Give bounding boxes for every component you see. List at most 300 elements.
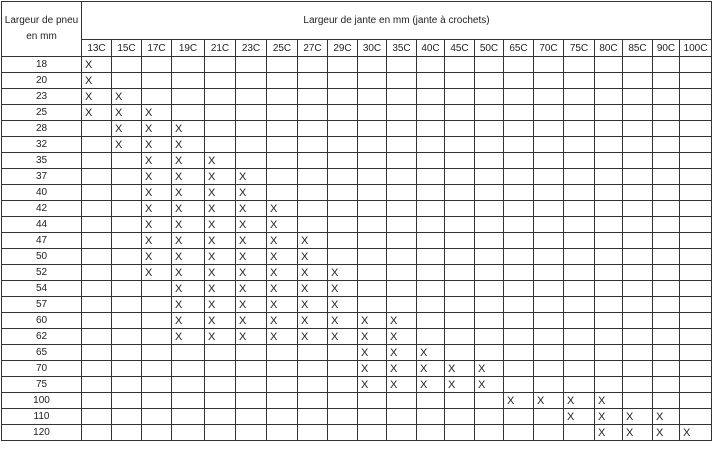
empty-cell	[236, 361, 267, 377]
empty-cell	[445, 313, 475, 329]
empty-cell	[236, 121, 267, 137]
compatible-mark-cell: X	[267, 233, 298, 249]
empty-cell	[387, 89, 417, 105]
empty-cell	[595, 233, 623, 249]
empty-cell	[172, 345, 205, 361]
empty-cell	[328, 185, 358, 201]
empty-cell	[445, 185, 475, 201]
empty-cell	[417, 281, 445, 297]
empty-cell	[623, 329, 653, 345]
empty-cell	[623, 297, 653, 313]
compatible-mark-cell: X	[595, 425, 623, 441]
empty-cell	[680, 105, 712, 121]
empty-cell	[680, 281, 712, 297]
empty-cell	[387, 169, 417, 185]
table-row	[2, 137, 712, 153]
empty-cell	[595, 217, 623, 233]
empty-cell	[680, 313, 712, 329]
empty-cell	[445, 57, 475, 73]
tire-width-row-header: 32	[2, 137, 82, 153]
compatible-mark-cell: X	[142, 233, 172, 249]
empty-cell	[653, 105, 680, 121]
empty-cell	[205, 137, 236, 153]
empty-cell	[112, 153, 142, 169]
compatible-mark-cell: X	[653, 409, 680, 425]
empty-cell	[504, 409, 534, 425]
empty-cell	[358, 121, 387, 137]
empty-cell	[172, 425, 205, 441]
empty-cell	[82, 185, 112, 201]
empty-cell	[564, 57, 595, 73]
empty-cell	[142, 393, 172, 409]
empty-cell	[387, 201, 417, 217]
compatibility-table-container	[1, 1, 712, 441]
empty-cell	[142, 329, 172, 345]
empty-cell	[504, 361, 534, 377]
empty-cell	[112, 169, 142, 185]
empty-cell	[387, 297, 417, 313]
empty-cell	[112, 73, 142, 89]
compatible-mark-cell: X	[387, 361, 417, 377]
empty-cell	[267, 345, 298, 361]
empty-cell	[564, 425, 595, 441]
empty-cell	[680, 137, 712, 153]
empty-cell	[358, 201, 387, 217]
empty-cell	[358, 137, 387, 153]
empty-cell	[564, 73, 595, 89]
empty-cell	[417, 249, 445, 265]
empty-cell	[328, 345, 358, 361]
table-row	[2, 249, 712, 265]
empty-cell	[623, 281, 653, 297]
empty-cell	[142, 377, 172, 393]
empty-cell	[595, 201, 623, 217]
compatible-mark-cell: X	[267, 313, 298, 329]
table-row	[2, 377, 712, 393]
empty-cell	[595, 57, 623, 73]
empty-cell	[564, 217, 595, 233]
empty-cell	[623, 137, 653, 153]
compatible-mark-cell: X	[142, 105, 172, 121]
compatible-mark-cell: X	[142, 121, 172, 137]
empty-cell	[267, 121, 298, 137]
empty-cell	[387, 153, 417, 169]
empty-cell	[504, 169, 534, 185]
empty-cell	[112, 345, 142, 361]
compatible-mark-cell: X	[82, 73, 112, 89]
rim-width-column-header: 45C	[445, 40, 475, 57]
empty-cell	[534, 153, 564, 169]
table-row	[2, 345, 712, 361]
empty-cell	[653, 89, 680, 105]
empty-cell	[564, 169, 595, 185]
empty-cell	[417, 153, 445, 169]
empty-cell	[623, 313, 653, 329]
empty-cell	[142, 297, 172, 313]
compatible-mark-cell: X	[142, 217, 172, 233]
empty-cell	[417, 121, 445, 137]
table-row	[2, 217, 712, 233]
empty-cell	[205, 121, 236, 137]
compatible-mark-cell: X	[172, 329, 205, 345]
rim-width-header: Largeur de jante en mm (jante à crochets)	[82, 2, 712, 40]
empty-cell	[445, 297, 475, 313]
compatible-mark-cell: X	[236, 329, 267, 345]
rim-width-column-header: 27C	[298, 40, 328, 57]
empty-cell	[387, 217, 417, 233]
empty-cell	[475, 201, 504, 217]
empty-cell	[236, 153, 267, 169]
tire-rim-compatibility-table	[1, 1, 712, 441]
empty-cell	[298, 217, 328, 233]
empty-cell	[387, 185, 417, 201]
rim-width-column-header: 85C	[623, 40, 653, 57]
compatible-mark-cell: X	[172, 217, 205, 233]
empty-cell	[564, 377, 595, 393]
empty-cell	[445, 425, 475, 441]
empty-cell	[82, 409, 112, 425]
empty-cell	[680, 73, 712, 89]
empty-cell	[504, 313, 534, 329]
empty-cell	[653, 217, 680, 233]
empty-cell	[595, 73, 623, 89]
empty-cell	[623, 105, 653, 121]
compatible-mark-cell: X	[387, 329, 417, 345]
empty-cell	[172, 73, 205, 89]
table-row	[2, 73, 712, 89]
empty-cell	[82, 329, 112, 345]
empty-cell	[445, 233, 475, 249]
empty-cell	[82, 137, 112, 153]
empty-cell	[328, 137, 358, 153]
compatible-mark-cell: X	[82, 89, 112, 105]
empty-cell	[112, 409, 142, 425]
empty-cell	[417, 89, 445, 105]
empty-cell	[653, 297, 680, 313]
compatible-mark-cell: X	[445, 377, 475, 393]
compatible-mark-cell: X	[564, 409, 595, 425]
empty-cell	[82, 281, 112, 297]
empty-cell	[475, 425, 504, 441]
empty-cell	[475, 265, 504, 281]
tire-width-row-header: 47	[2, 233, 82, 249]
empty-cell	[564, 281, 595, 297]
empty-cell	[298, 57, 328, 73]
empty-cell	[236, 57, 267, 73]
empty-cell	[653, 393, 680, 409]
tire-width-row-header: 120	[2, 425, 82, 441]
empty-cell	[445, 329, 475, 345]
empty-cell	[680, 249, 712, 265]
empty-cell	[298, 361, 328, 377]
empty-cell	[445, 137, 475, 153]
empty-cell	[328, 393, 358, 409]
empty-cell	[564, 329, 595, 345]
empty-cell	[475, 345, 504, 361]
tire-width-row-header: 65	[2, 345, 82, 361]
compatible-mark-cell: X	[82, 57, 112, 73]
empty-cell	[534, 121, 564, 137]
empty-cell	[298, 121, 328, 137]
empty-cell	[504, 89, 534, 105]
compatible-mark-cell: X	[142, 265, 172, 281]
empty-cell	[328, 377, 358, 393]
empty-cell	[172, 89, 205, 105]
table-row	[2, 121, 712, 137]
compatible-mark-cell: X	[653, 425, 680, 441]
empty-cell	[475, 409, 504, 425]
empty-cell	[417, 393, 445, 409]
empty-cell	[82, 361, 112, 377]
compatible-mark-cell: X	[236, 201, 267, 217]
empty-cell	[417, 57, 445, 73]
tire-width-row-header: 18	[2, 57, 82, 73]
empty-cell	[267, 409, 298, 425]
compatible-mark-cell: X	[236, 297, 267, 313]
empty-cell	[564, 361, 595, 377]
table-row	[2, 265, 712, 281]
tire-width-row-header: 60	[2, 313, 82, 329]
empty-cell	[267, 393, 298, 409]
table-row	[2, 297, 712, 313]
empty-cell	[595, 329, 623, 345]
empty-cell	[595, 313, 623, 329]
compatible-mark-cell: X	[172, 169, 205, 185]
compatible-mark-cell: X	[142, 153, 172, 169]
empty-cell	[328, 73, 358, 89]
compatible-mark-cell: X	[172, 153, 205, 169]
empty-cell	[205, 73, 236, 89]
empty-cell	[680, 297, 712, 313]
empty-cell	[623, 265, 653, 281]
empty-cell	[564, 297, 595, 313]
empty-cell	[534, 249, 564, 265]
empty-cell	[82, 249, 112, 265]
empty-cell	[653, 57, 680, 73]
empty-cell	[680, 153, 712, 169]
compatible-mark-cell: X	[267, 281, 298, 297]
empty-cell	[504, 297, 534, 313]
tire-width-row-header: 100	[2, 393, 82, 409]
rim-width-column-header: 21C	[205, 40, 236, 57]
empty-cell	[205, 377, 236, 393]
empty-cell	[504, 217, 534, 233]
empty-cell	[653, 313, 680, 329]
empty-cell	[328, 361, 358, 377]
empty-cell	[267, 73, 298, 89]
empty-cell	[475, 297, 504, 313]
table-row	[2, 313, 712, 329]
empty-cell	[387, 409, 417, 425]
compatible-mark-cell: X	[298, 249, 328, 265]
compatible-mark-cell: X	[172, 313, 205, 329]
compatible-mark-cell: X	[298, 329, 328, 345]
empty-cell	[595, 345, 623, 361]
rim-width-column-header: 80C	[595, 40, 623, 57]
empty-cell	[445, 345, 475, 361]
empty-cell	[298, 425, 328, 441]
table-row	[2, 57, 712, 73]
empty-cell	[142, 409, 172, 425]
compatible-mark-cell: X	[358, 313, 387, 329]
empty-cell	[142, 89, 172, 105]
compatible-mark-cell: X	[328, 329, 358, 345]
empty-cell	[504, 185, 534, 201]
empty-cell	[358, 409, 387, 425]
header-row-rim-widths	[2, 40, 712, 57]
empty-cell	[142, 73, 172, 89]
empty-cell	[564, 201, 595, 217]
empty-cell	[680, 89, 712, 105]
empty-cell	[172, 393, 205, 409]
empty-cell	[475, 249, 504, 265]
empty-cell	[653, 137, 680, 153]
empty-cell	[82, 377, 112, 393]
empty-cell	[417, 217, 445, 233]
empty-cell	[653, 233, 680, 249]
tire-width-row-header: 40	[2, 185, 82, 201]
compatible-mark-cell: X	[534, 393, 564, 409]
tire-width-row-header: 62	[2, 329, 82, 345]
empty-cell	[475, 313, 504, 329]
empty-cell	[504, 345, 534, 361]
compatible-mark-cell: X	[267, 265, 298, 281]
empty-cell	[445, 89, 475, 105]
rim-width-column-header: 90C	[653, 40, 680, 57]
empty-cell	[534, 265, 564, 281]
empty-cell	[298, 185, 328, 201]
empty-cell	[595, 169, 623, 185]
compatible-mark-cell: X	[172, 249, 205, 265]
empty-cell	[504, 377, 534, 393]
compatible-mark-cell: X	[623, 409, 653, 425]
empty-cell	[504, 201, 534, 217]
compatible-mark-cell: X	[142, 185, 172, 201]
empty-cell	[534, 297, 564, 313]
compatible-mark-cell: X	[112, 89, 142, 105]
compatible-mark-cell: X	[172, 297, 205, 313]
empty-cell	[653, 73, 680, 89]
empty-cell	[417, 185, 445, 201]
empty-cell	[504, 329, 534, 345]
empty-cell	[328, 249, 358, 265]
empty-cell	[112, 425, 142, 441]
empty-cell	[358, 233, 387, 249]
empty-cell	[417, 201, 445, 217]
empty-cell	[595, 377, 623, 393]
table-row	[2, 201, 712, 217]
compatible-mark-cell: X	[358, 345, 387, 361]
compatible-mark-cell: X	[267, 329, 298, 345]
empty-cell	[112, 233, 142, 249]
empty-cell	[387, 105, 417, 121]
empty-cell	[417, 409, 445, 425]
empty-cell	[475, 89, 504, 105]
empty-cell	[623, 201, 653, 217]
empty-cell	[534, 169, 564, 185]
compatible-mark-cell: X	[417, 377, 445, 393]
empty-cell	[564, 313, 595, 329]
empty-cell	[387, 137, 417, 153]
empty-cell	[358, 89, 387, 105]
tire-width-row-header: 52	[2, 265, 82, 281]
empty-cell	[680, 265, 712, 281]
empty-cell	[112, 281, 142, 297]
empty-cell	[623, 249, 653, 265]
empty-cell	[445, 105, 475, 121]
empty-cell	[387, 73, 417, 89]
empty-cell	[82, 345, 112, 361]
empty-cell	[387, 393, 417, 409]
empty-cell	[595, 153, 623, 169]
compatible-mark-cell: X	[112, 105, 142, 121]
empty-cell	[595, 121, 623, 137]
compatible-mark-cell: X	[417, 361, 445, 377]
empty-cell	[112, 393, 142, 409]
compatible-mark-cell: X	[236, 185, 267, 201]
empty-cell	[298, 377, 328, 393]
empty-cell	[142, 281, 172, 297]
empty-cell	[387, 121, 417, 137]
empty-cell	[534, 425, 564, 441]
rim-width-column-header: 25C	[267, 40, 298, 57]
compatible-mark-cell: X	[142, 137, 172, 153]
empty-cell	[653, 153, 680, 169]
empty-cell	[680, 217, 712, 233]
empty-cell	[267, 361, 298, 377]
empty-cell	[172, 377, 205, 393]
empty-cell	[142, 361, 172, 377]
empty-cell	[328, 201, 358, 217]
empty-cell	[475, 233, 504, 249]
empty-cell	[653, 377, 680, 393]
compatible-mark-cell: X	[328, 281, 358, 297]
empty-cell	[205, 105, 236, 121]
empty-cell	[82, 233, 112, 249]
empty-cell	[236, 89, 267, 105]
empty-cell	[564, 345, 595, 361]
table-row	[2, 185, 712, 201]
empty-cell	[595, 361, 623, 377]
compatible-mark-cell: X	[205, 329, 236, 345]
empty-cell	[564, 265, 595, 281]
empty-cell	[82, 121, 112, 137]
empty-cell	[445, 201, 475, 217]
empty-cell	[267, 153, 298, 169]
empty-cell	[623, 153, 653, 169]
empty-cell	[358, 153, 387, 169]
empty-cell	[298, 89, 328, 105]
empty-cell	[328, 233, 358, 249]
compatible-mark-cell: X	[205, 313, 236, 329]
empty-cell	[534, 217, 564, 233]
empty-cell	[534, 345, 564, 361]
empty-cell	[623, 169, 653, 185]
empty-cell	[504, 121, 534, 137]
tire-width-row-header: 20	[2, 73, 82, 89]
empty-cell	[475, 105, 504, 121]
tire-width-row-header: 75	[2, 377, 82, 393]
empty-cell	[623, 185, 653, 201]
empty-cell	[267, 377, 298, 393]
compatible-mark-cell: X	[417, 345, 445, 361]
empty-cell	[358, 185, 387, 201]
empty-cell	[653, 329, 680, 345]
compatible-mark-cell: X	[236, 169, 267, 185]
empty-cell	[680, 345, 712, 361]
empty-cell	[534, 137, 564, 153]
empty-cell	[534, 377, 564, 393]
